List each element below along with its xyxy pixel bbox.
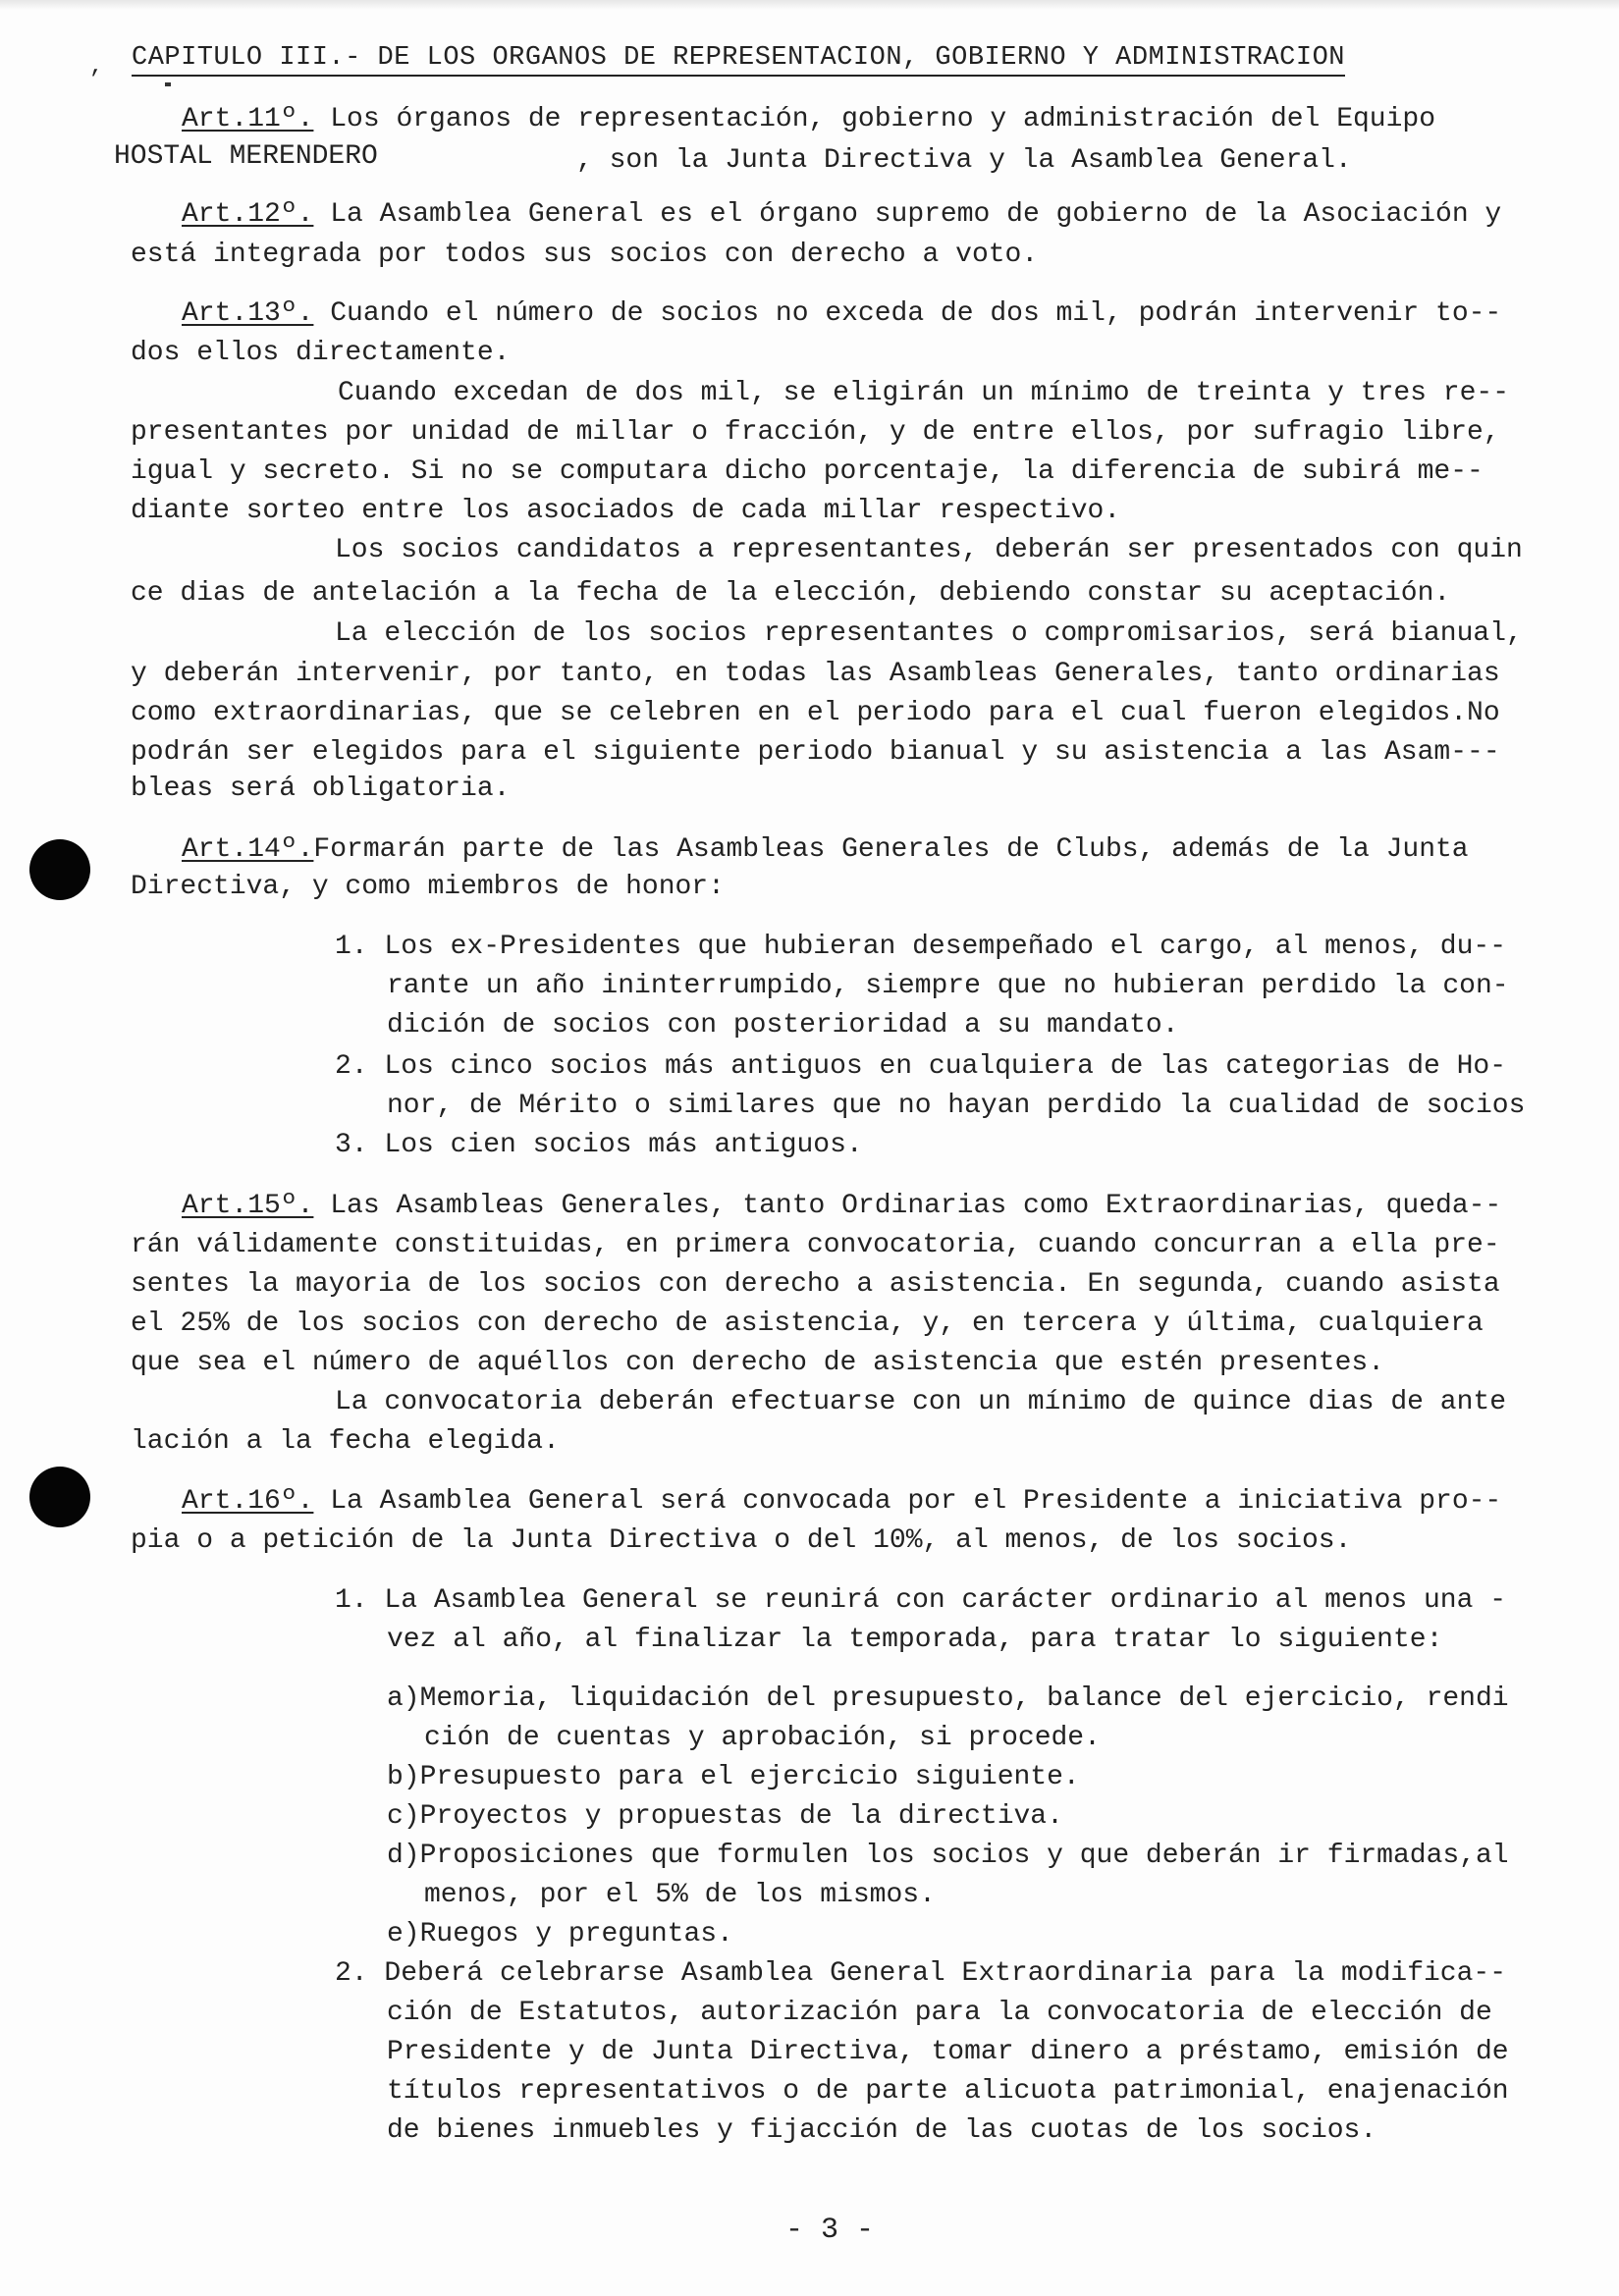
sub-item: c)Proyectos y propuestas de la directiva.: [387, 1801, 1063, 1832]
list-item-line: dición de socios con posterioridad a su mandato.: [387, 1010, 1179, 1041]
margin-mark: ‚: [88, 53, 103, 80]
list-item: 1. La Asamblea General se reunirá con carácter ordinario al menos una -: [335, 1585, 1507, 1616]
chapter-title: CAPITULO III.- DE LOS ORGANOS DE REPRESENTACION, GOBIERNO Y ADMINISTRACION: [132, 43, 1345, 77]
sub-item: b)Presupuesto para el ejercicio siguiente.: [387, 1762, 1080, 1792]
list-item: 2. Los cinco socios más antiguos en cualquiera de las categorias de Ho-: [335, 1051, 1507, 1082]
article-label: Art.12º.: [182, 199, 314, 230]
article-16-line: Art.16º. La Asamblea General será convocada por el Presidente a iniciativa pro--: [182, 1486, 1502, 1517]
article-13-line: dos ellos directamente.: [131, 338, 511, 368]
list-item-line: títulos representativos o de parte alicuota patrimonial, enajenación: [387, 2076, 1509, 2107]
article-13-line: ce dias de antelación a la fecha de la elección, debiendo constar su aceptación.: [131, 578, 1451, 609]
article-15-line: sentes la mayoria de los socios con derecho a asistencia. En segunda, cuando asista: [131, 1269, 1500, 1300]
sub-item-line: menos, por el 5% de los mismos.: [424, 1880, 936, 1910]
article-12-line: Art.12º. La Asamblea General es el órgano supremo de gobierno de la Asociación y: [182, 199, 1502, 230]
list-item: 2. Deberá celebrarse Asamblea General Extraordinaria para la modifica--: [335, 1958, 1507, 1989]
sub-item: a)Memoria, liquidación del presupuesto, balance del ejercicio, rendi: [387, 1683, 1509, 1714]
list-item-line: ción de Estatutos, autorización para la convocatoria de elección de: [387, 1998, 1492, 2028]
article-15-line: La convocatoria deberán efectuarse con un mínimo de quince dias de ante: [335, 1387, 1506, 1417]
article-13-line: bleas será obligatoria.: [131, 774, 511, 804]
list-item-line: vez al año, al finalizar la temporada, para tratar lo siguiente:: [387, 1625, 1443, 1655]
article-15-line: Art.15º. Las Asambleas Generales, tanto Ordinarias como Extraordinarias, queda--: [182, 1191, 1502, 1221]
list-item-line: de bienes inmuebles y fijacción de las cuotas de los socios.: [387, 2115, 1377, 2146]
article-13-line: igual y secreto. Si no se computara dicho porcentaje, la diferencia de subirá me--: [131, 456, 1484, 487]
article-13-line: Los socios candidatos a representantes, deberán ser presentados con quin: [335, 535, 1523, 565]
list-item-line: nor, de Mérito o similares que no hayan perdido la cualidad de socios: [387, 1091, 1526, 1121]
article-13-line: como extraordinarias, que se celebren en el periodo para el cual fueron elegidos.No: [131, 698, 1500, 728]
margin-mark: [165, 82, 171, 86]
list-item-line: Presidente y de Junta Directiva, tomar dinero a préstamo, emisión de: [387, 2037, 1509, 2067]
article-15-line: el 25% de los socios con derecho de asistencia, y, en tercera y última, cualquiera: [131, 1308, 1484, 1339]
article-13-line: diante sorteo entre los asociados de cada millar respectivo.: [131, 496, 1121, 526]
list-item: 3. Los cien socios más antiguos.: [335, 1130, 863, 1160]
article-label: Art.15º.: [182, 1191, 314, 1221]
punch-hole: [29, 839, 90, 900]
article-14-line: Art.14º.Formarán parte de las Asambleas Generales de Clubs, además de la Junta: [182, 834, 1469, 865]
list-item-line: rante un año ininterrumpido, siempre que no hubieran perdido la con-: [387, 971, 1509, 1001]
article-15-line: rán válidamente constituidas, en primera convocatoria, cuando concurran a ella pre-: [131, 1230, 1500, 1260]
article-13-line: presentantes por unidad de millar o fracción, y de entre ellos, por sufragio libre,: [131, 417, 1500, 448]
article-13-line: y deberán intervenir, por tanto, en todas las Asambleas Generales, tanto ordinarias: [131, 659, 1500, 689]
article-15-line: lación a la fecha elegida.: [131, 1426, 560, 1457]
article-label: Art.13º.: [182, 298, 314, 329]
article-11-line: Art.11º. Los órganos de representación, gobierno y administración del Equipo: [182, 104, 1436, 134]
scan-edge: [0, 0, 1619, 10]
sub-item-line: ción de cuentas y aprobación, si procede.: [424, 1723, 1101, 1753]
article-11-line: , son la Junta Directiva y la Asamblea General.: [576, 145, 1352, 176]
article-13-line: Cuando excedan de dos mil, se eligirán un mínimo de treinta y tres re--: [338, 378, 1509, 408]
article-15-line: que sea el número de aquéllos con derecho de asistencia que estén presentes.: [131, 1348, 1385, 1378]
punch-hole: [29, 1467, 90, 1527]
article-13-line: La elección de los socios representantes o compromisarios, será bianual,: [335, 618, 1523, 649]
article-label: Art.14º.: [182, 834, 314, 865]
page-number: - 3 -: [785, 2214, 875, 2247]
article-label: Art.16º.: [182, 1486, 314, 1517]
article-11-team-name: HOSTAL MERENDERO: [114, 141, 378, 172]
list-item: 1. Los ex-Presidentes que hubieran desempeñado el cargo, al menos, du--: [335, 932, 1507, 962]
sub-item: d)Proposiciones que formulen los socios y que deberán ir firmadas,al: [387, 1841, 1509, 1871]
article-14-line: Directiva, y como miembros de honor:: [131, 872, 725, 902]
article-12-line: está integrada por todos sus socios con derecho a voto.: [131, 240, 1039, 270]
article-label: Art.11º.: [182, 104, 314, 134]
article-13-line: podrán ser elegidos para el siguiente periodo bianual y su asistencia a las Asam---: [131, 737, 1500, 768]
article-16-line: pia o a petición de la Junta Directiva o del 10%, al menos, de los socios.: [131, 1525, 1352, 1556]
article-13-line: Art.13º. Cuando el número de socios no exceda de dos mil, podrán intervenir to--: [182, 298, 1502, 329]
sub-item: e)Ruegos y preguntas.: [387, 1919, 733, 1949]
